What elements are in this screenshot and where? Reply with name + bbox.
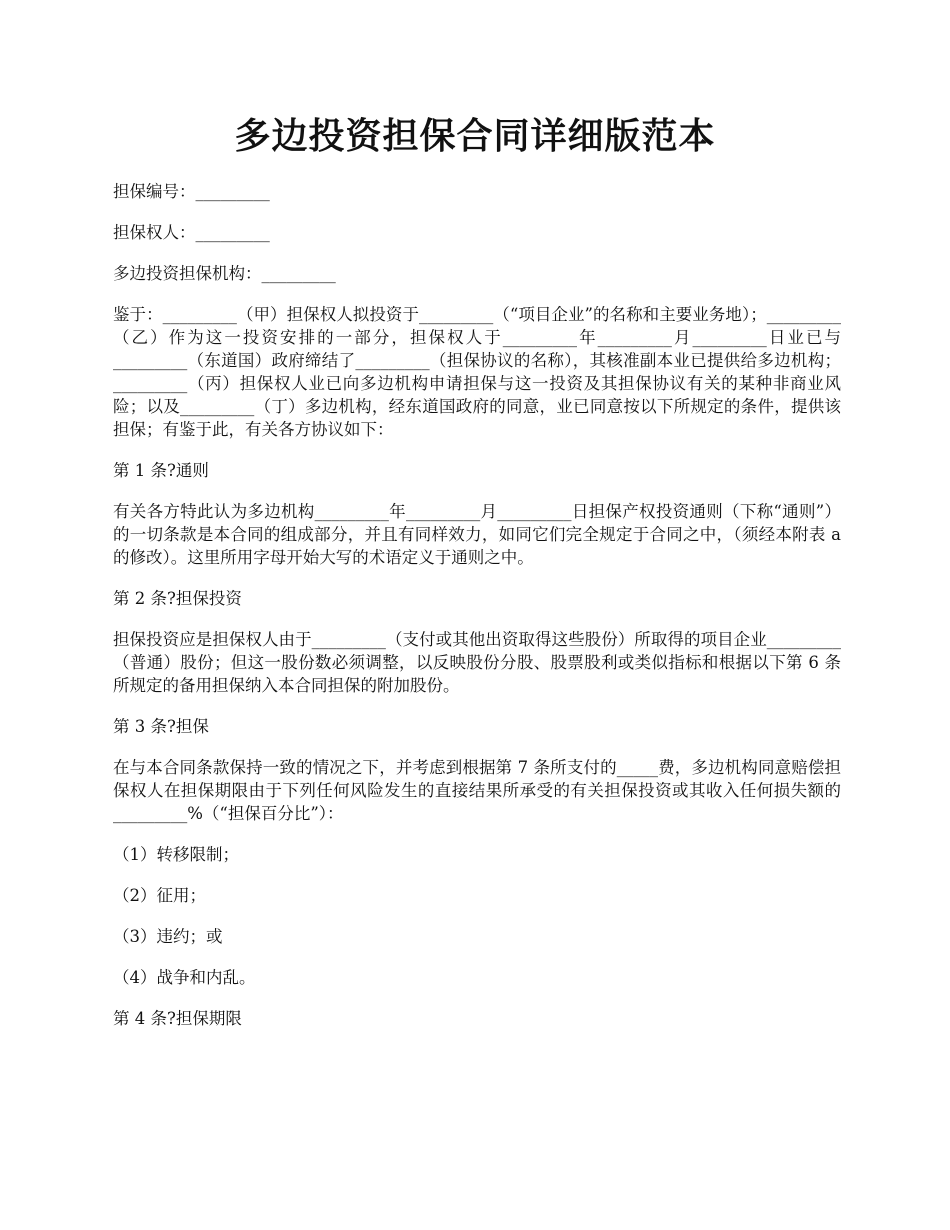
article-3-paragraph: 在与本合同条款保持一致的情况之下，并考虑到根据第 7 条所支付的_____费，多边机构同意赔偿担保权人在担保期限由于下列任何风险发生的直接结果所承受的有关担保投资或其收入任何损失额的_________%（“担保百分比”）： [113,758,841,823]
guarantee-holder-line: 担保权人：_________ [113,223,270,242]
article-2-paragraph: 担保投资应是担保权人由于_________（支付或其他出资取得这些股份）所取得的项目企业_________（普通）股份；但这一股份数必须调整，以反映股份分股、股票股利或类似指标和根据以下第 6 条所规定的备用担保纳入本合同担保的附加股份。 [113,630,841,695]
article-3-heading: 第 3 条?担保 [113,717,209,736]
article-1-heading: 第 1 条?通则 [113,461,209,480]
article-1-paragraph: 有关各方特此认为多边机构_________年_________月_________日担保产权投资通则（下称“通则”）的一切条款是本合同的组成部分，并且有同样效力，如同它们完全规定于合同之中，（须经本附表 a 的修改）。这里所用字母开始大写的术语定义于通则之中。 [113,502,841,567]
guarantee-agency-line: 多边投资担保机构：_________ [113,264,336,283]
risk-item-4: （4）战争和内乱。 [113,968,256,987]
article-2-heading: 第 2 条?担保投资 [113,589,242,608]
risk-item-1: （1）转移限制； [113,845,239,864]
guarantee-number-line: 担保编号：_________ [113,182,270,201]
document-title: 多边投资担保合同详细版范本 [234,115,716,157]
risk-item-3: （3）违约；或 [113,927,223,946]
document-body [113,180,841,1048]
risk-item-2: （2）征用； [113,886,206,905]
recitals-paragraph: 鉴于：_________（甲）担保权人拟投资于_________（“项目企业”的名称和主要业务地）；_________（乙）作为这一投资安排的一部分，担保权人于_________年_________月_________日业已与_________（东道国）政府缔结了_________（担保协议的名称），其核准副本业已提供给多边机构；_________（丙）担保权人业已向多边机构申请担保与这一投资及其担保协议有关的某种非商业风险；以及_________（丁）多边机构，经东道国政府的同意，业已同意按以下所规定的条件，提供该担保；有鉴于此，有关各方协议如下： [113,305,841,439]
article-4-heading: 第 4 条?担保期限 [113,1009,242,1028]
